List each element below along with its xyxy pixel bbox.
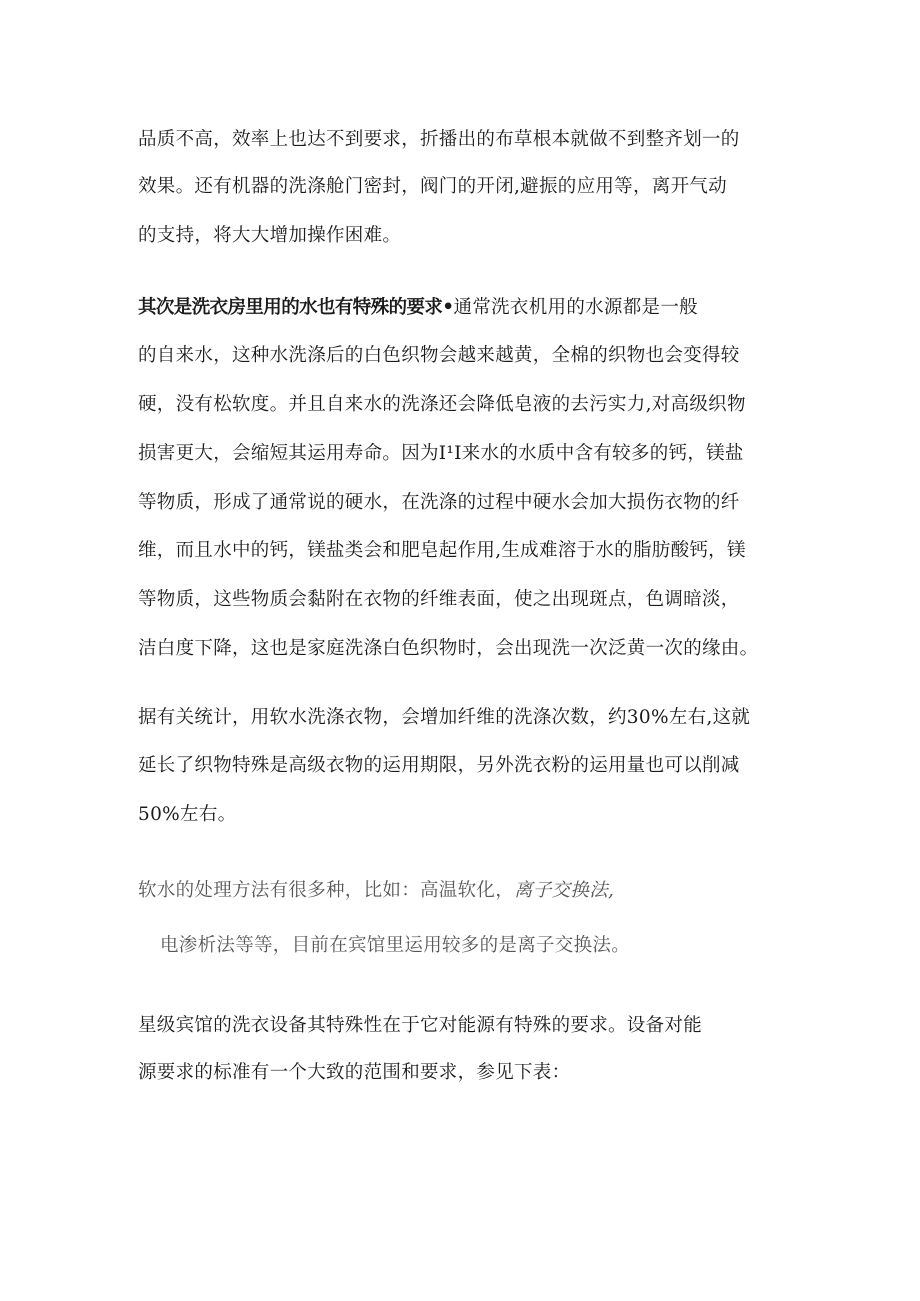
paragraph-1-line-1: 品质不高，效率上也达不到要求，折播出的布草根本就做不到整齐划一的 xyxy=(138,129,740,150)
paragraph-5-line-1: 星级宾馆的洗衣设备其特殊性在于它对能源有特殊的要求。设备对能 xyxy=(138,1015,703,1036)
paragraph-1-line-2: 效果。还有机器的洗涤舱门密封，阀门的开闭,避振的应用等，离开气动 xyxy=(138,176,727,197)
paragraph-2-line-8: 洁白度下降，这也是家庭洗涤白色织物时，会出现洗一次泛黄一次的缘由。 xyxy=(138,638,759,659)
paragraph-4-normal-text: 软水的处理方法有很多种，比如：高温软化， xyxy=(138,880,515,901)
paragraph-3-line-3: 50%左右。 xyxy=(138,804,237,825)
paragraph-2-line-1 xyxy=(138,295,698,321)
paragraph-4-line-1 xyxy=(138,878,614,904)
paragraph-2-line-2: 的自来水，这种水洗涤后的白色织物会越来越黄，全棉的织物也会变得较 xyxy=(138,345,740,366)
paragraph-5-line-2: 源要求的标准有一个大致的范围和要求，参见下表： xyxy=(138,1062,571,1083)
paragraph-3-line-1: 据有关统计，用软水洗涤衣物，会增加纤维的洗涤次数，约30%左右,这就 xyxy=(138,707,751,728)
paragraph-2-line-3: 硬，没有松软度。并且自来水的洗涤还会降低皂液的去污实力,对高级织物 xyxy=(138,394,746,415)
paragraph-2-lead: 其次是洗衣房里用的水也有特殊的要求• xyxy=(138,297,454,318)
paragraph-4-line-2: 电渗析法等等，目前在宾馆里运用较多的是离子交换法。 xyxy=(160,935,631,956)
paragraph-2-line-4: 损害更大，会缩短其运用寿命。因为I¹I来水的水质中含有较多的钙，镁盐 xyxy=(138,443,744,464)
paragraph-2-line-5: 等物质，形成了通常说的硬水，在洗涤的过程中硬水会加大损伤衣物的纤 xyxy=(138,492,740,513)
paragraph-2-line-7: 等物质，这些物质会黏附在衣物的纤维表面，使之出现斑点，色调暗淡， xyxy=(138,589,740,610)
paragraph-2-line-6: 维，而且水中的钙，镁盐类会和肥皂起作用,生成难溶于水的脂肪酸钙，镁 xyxy=(138,540,746,561)
paragraph-4-italic-text: 离子交换法, xyxy=(514,880,615,901)
paragraph-1-line-3: 的支持，将大大增加操作困难。 xyxy=(138,225,402,246)
paragraph-3-line-2: 延长了织物特殊是高级衣物的运用期限，另外洗衣粉的运用量也可以削减 xyxy=(138,755,740,776)
paragraph-2-first-rest: 通常洗衣机用的水源都是一般 xyxy=(453,297,698,318)
